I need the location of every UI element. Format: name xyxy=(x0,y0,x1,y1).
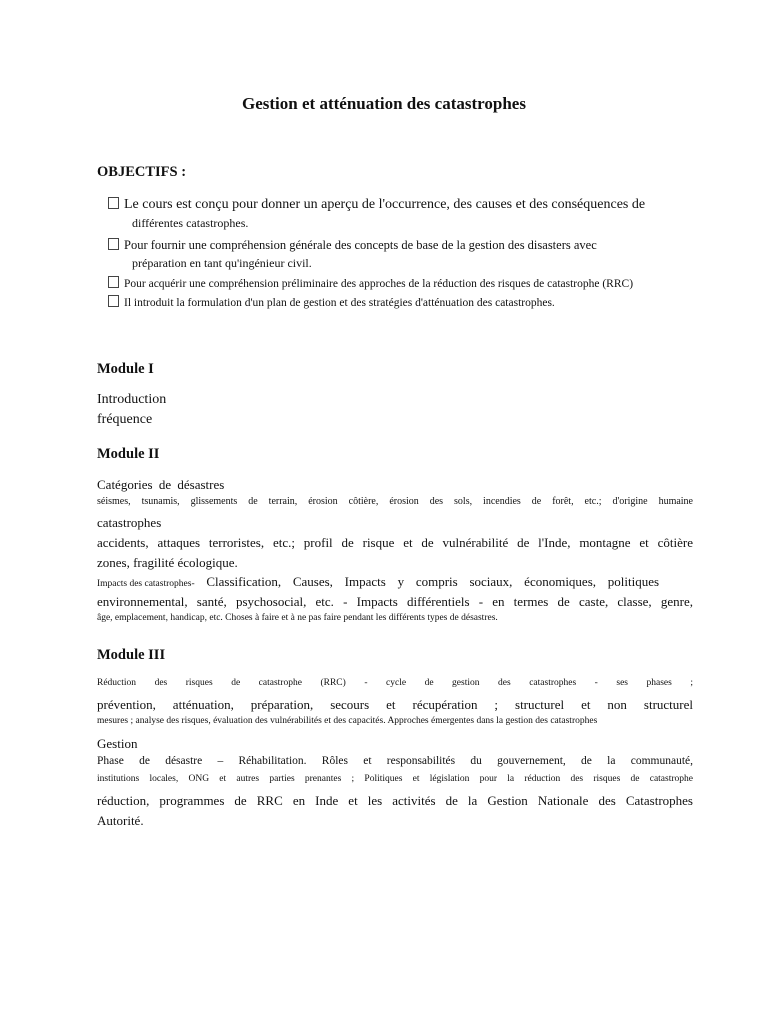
objective-1-continuation: différentes catastrophes. xyxy=(132,216,249,230)
module-3-line-7: réduction, programmes de RRC en Inde et les activités de la Gestion Nationale des Catastrophes xyxy=(97,793,693,808)
module-3-line-5: Phase de désastre – Réhabilitation. Rôles et responsabilités du gouvernement, de la communauté, xyxy=(97,755,693,767)
bullet-box-icon xyxy=(108,295,119,307)
objective-1-text: Le cours est conçu pour donner un aperçu de l'occurrence, des causes et des conséquences de xyxy=(124,197,646,212)
module-2-line-1: Catégories de désastres xyxy=(97,477,225,492)
module-1-line-1: Introduction xyxy=(97,392,167,407)
objective-item-2 xyxy=(108,236,708,272)
objective-item-3 xyxy=(108,275,708,293)
module-3-heading: Module III xyxy=(97,647,166,663)
objective-2-text: Pour fournir une compréhension générale des concepts de base de la gestion des disasters avec xyxy=(124,238,597,252)
module-3-line-6: institutions locales, ONG et autres parties prenantes ; Politiques et législation pour la réduction des risques de catastrophe xyxy=(97,774,693,784)
module-2-line-6 xyxy=(97,574,693,590)
module-2-line-3: catastrophes xyxy=(97,515,162,530)
objective-item-1 xyxy=(108,196,708,232)
module-1-heading: Module I xyxy=(97,361,154,377)
objective-2-continuation: préparation en tant qu'ingénieur civil. xyxy=(132,256,312,270)
module-2-line-7: environnemental, santé, psychosocial, etc. - Impacts différentiels - en termes de caste, classe, genre, xyxy=(97,594,693,609)
module-2-line-2: séismes, tsunamis, glissements de terrain, érosion côtière, érosion des sols, incendies de forêt, etc.; d'origine humaine xyxy=(97,496,693,507)
objectives-heading: OBJECTIFS : xyxy=(97,164,187,180)
module-2-line-8: âge, emplacement, handicap, etc. Choses à faire et à ne pas faire pendant les différents types de désastres. xyxy=(97,613,498,623)
bullet-box-icon xyxy=(108,276,119,288)
document-title: Gestion et atténuation des catastrophes xyxy=(242,94,526,113)
module-3-line-8: Autorité. xyxy=(97,813,144,828)
module-2-line-5: zones, fragilité écologique. xyxy=(97,555,238,570)
module-3-line-1: Réduction des risques de catastrophe (RRC) - cycle de gestion des catastrophes - ses phases ; xyxy=(97,678,693,688)
module-1-line-2: fréquence xyxy=(97,412,153,427)
module-2-heading: Module II xyxy=(97,446,160,462)
bullet-box-icon xyxy=(108,238,119,250)
objective-4-text: Il introduit la formulation d'un plan de gestion et des stratégies d'atténuation des catastrophes. xyxy=(124,297,555,309)
module-2-line-6-prefix: Impacts des catastrophes- xyxy=(97,579,195,589)
objective-3-text: Pour acquérir une compréhension préliminaire des approches de la réduction des risques de catastrophe (RRC) xyxy=(124,278,634,290)
module-2-line-4: accidents, attaques terroristes, etc.; profil de risque et de vulnérabilité de l'Inde, montagne et côtière xyxy=(97,535,693,550)
module-2-line-6-text: Classification, Causes, Impacts y compris sociaux, économiques, politiques xyxy=(194,574,660,589)
module-3-line-3: mesures ; analyse des risques, évaluation des vulnérabilités et des capacités. Approches émergentes dans la gestion des catastrophes xyxy=(97,716,598,726)
objective-item-4 xyxy=(108,294,708,312)
bullet-box-icon xyxy=(108,197,119,209)
module-3-line-4: Gestion xyxy=(97,736,138,751)
module-3-line-2: prévention, atténuation, préparation, secours et récupération ; structurel et non structurel xyxy=(97,697,693,712)
